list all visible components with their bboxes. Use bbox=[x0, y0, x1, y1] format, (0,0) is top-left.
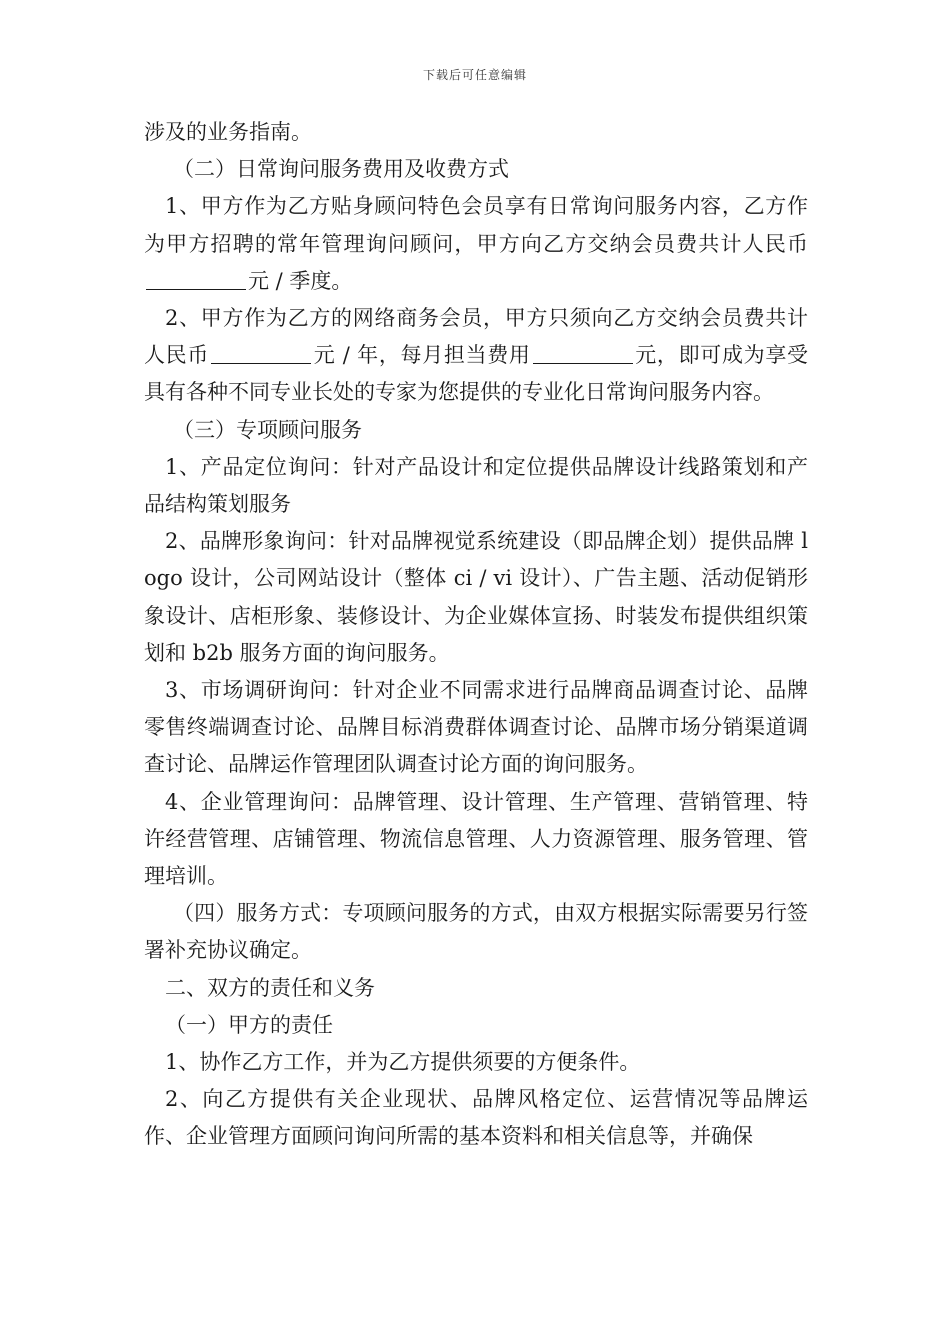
text-segment: 1、甲方作为乙方贴身顾问特色会员享有日常询问服务内容，乙方作为甲方招聘的常年管理询问顾问，甲方向乙方交纳会员费共计人民币 bbox=[144, 194, 808, 256]
paragraph-network-member-fee bbox=[144, 300, 808, 412]
text-segment: 元 / 季度。 bbox=[248, 268, 353, 293]
paragraph-service-method: （四）服务方式：专项顾问服务的方式，由双方根据实际需要另行签署补充协议确定。 bbox=[144, 901, 808, 963]
paragraph-product-positioning: 1、产品定位询问：针对产品设计和定位提供品牌设计线路策划和产品结构策划服务 bbox=[144, 454, 808, 517]
text-segment: 元 / 年，每月担当费用 bbox=[313, 343, 531, 368]
paragraph-brand-image: 2、品牌形象询问：针对品牌视觉系统建设（即品牌企划）提供品牌 logo 设计，公司网站设计（整体 ci / vi 设计）、广告主题、活动促销形象设计、店柜形象、装修设计、为企业媒体宣扬、时装发布提供组织策划和 b2b 服务方面的询问服务。 bbox=[144, 529, 808, 665]
paragraph-enterprise-management: 4、企业管理询问：品牌管理、设计管理、生产管理、营销管理、特许经营管理、店铺管理、物流信息管理、人力资源管理、服务管理、管理培训。 bbox=[144, 789, 808, 889]
heading-party-a-responsibility: （一）甲方的责任 bbox=[165, 1012, 333, 1037]
text-segment: 元，即可成为享受具有各种不同专业长处的专家为您提供的专业化日常询问服务内容。 bbox=[144, 343, 808, 405]
fill-in-blank-quarterly-amount[interactable] bbox=[146, 267, 246, 290]
heading-daily-consulting-fees: （二）日常询问服务费用及收费方式 bbox=[173, 157, 509, 182]
heading-special-consulting: （三）专项顾问服务 bbox=[173, 417, 362, 442]
paragraph-market-research: 3、市场调研询问：针对企业不同需求进行品牌商品调查讨论、品牌零售终端调查讨论、品牌目标消费群体调查讨论、品牌市场分销渠道调查讨论、品牌运作管理团队调查讨论方面的询问服务。 bbox=[144, 678, 808, 777]
text-segment: 2、甲方作为乙方的网络商务会员，甲方只须向乙方交纳会员费共计人民币 bbox=[144, 306, 808, 368]
header-note: 下载后可任意编辑 bbox=[422, 68, 527, 82]
paragraph-cooperate: 1、协作乙方工作，并为乙方提供须要的方便条件。 bbox=[165, 1050, 641, 1075]
fill-in-blank-yearly-amount[interactable] bbox=[211, 341, 311, 364]
paragraph-provide-info: 2、向乙方提供有关企业现状、品牌风格定位、运营情况等品牌运作、企业管理方面顾问询问所需的基本资料和相关信息等，并确保 bbox=[144, 1087, 808, 1149]
document-body bbox=[144, 114, 808, 1156]
paragraph-vip-member-fee bbox=[144, 188, 808, 300]
fill-in-blank-monthly-amount[interactable] bbox=[533, 341, 633, 364]
heading-responsibilities: 二、双方的责任和义务 bbox=[165, 975, 375, 1000]
paragraph-guide-end: 涉及的业务指南。 bbox=[144, 120, 312, 144]
